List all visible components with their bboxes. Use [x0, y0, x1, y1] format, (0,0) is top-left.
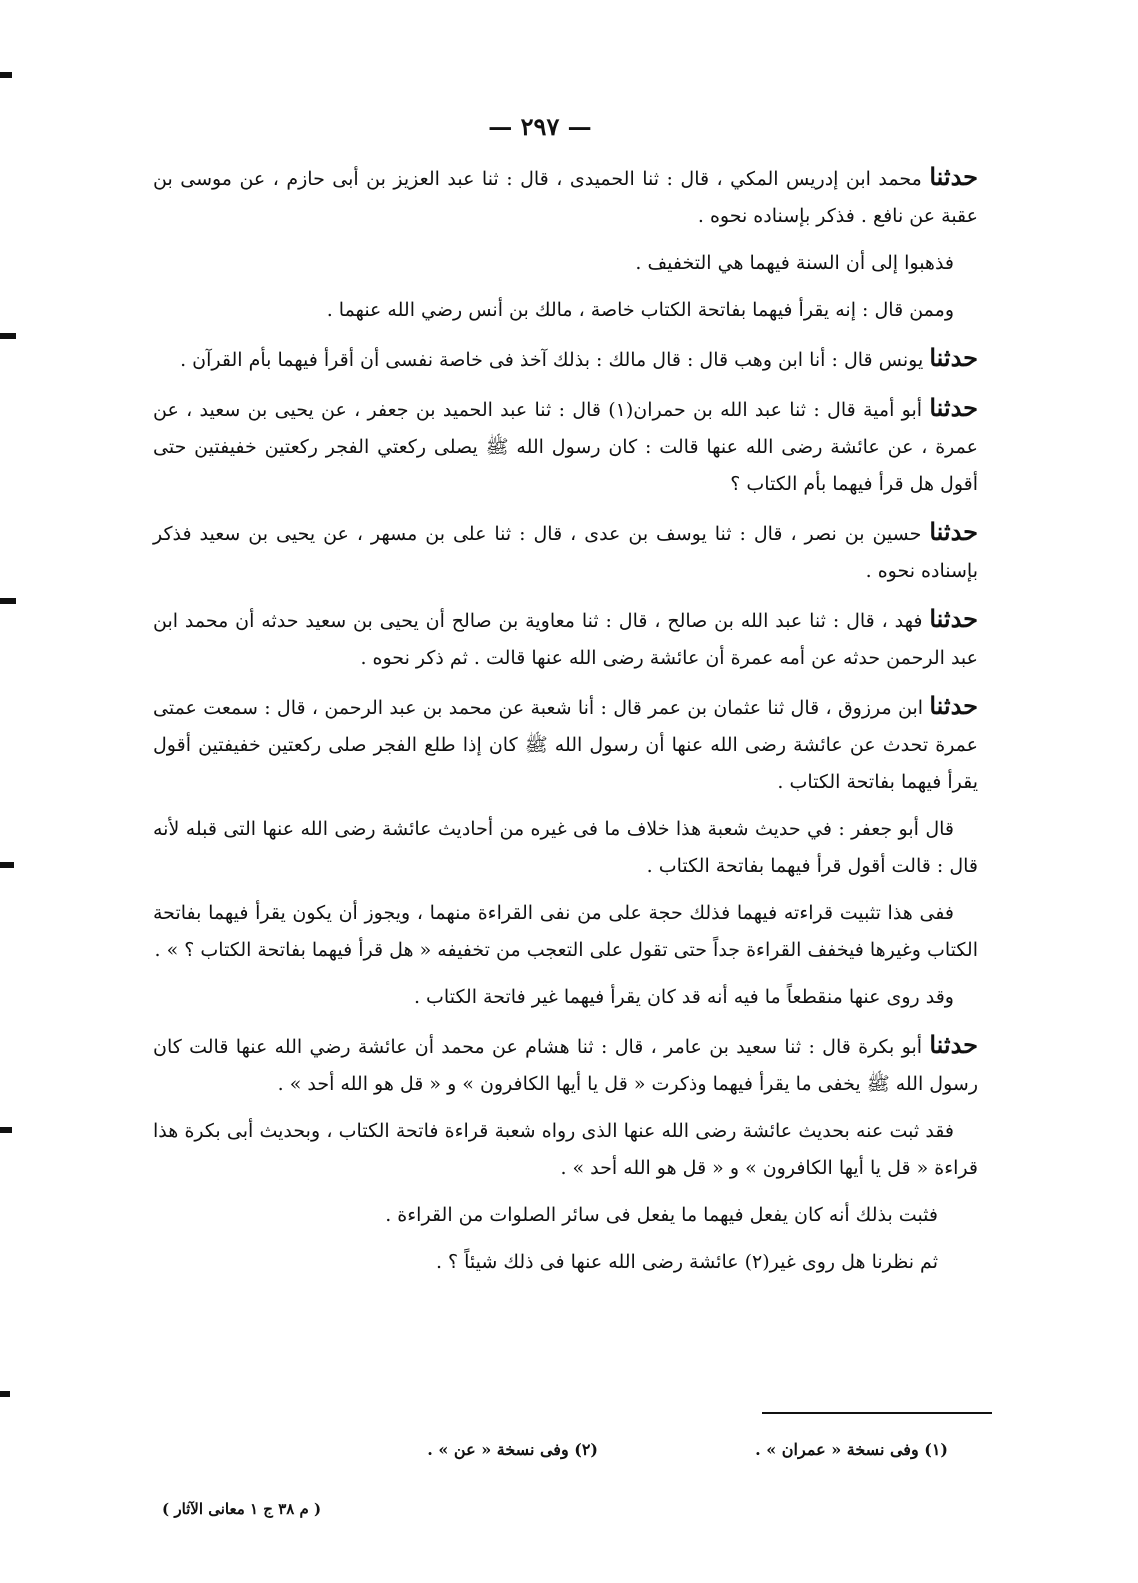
hadith-marker: حدثنا: [929, 691, 979, 720]
paragraph-text: يونس قال : أنا ابن وهب قال : قال مالك : بذلك آخذ فى خاصة نفسى أن أقرأ فيهما بأم القرآن .: [180, 349, 924, 371]
paragraph: [153, 895, 978, 969]
scan-edge-mark: [0, 862, 14, 868]
paragraph-text: وممن قال : إنه يقرأ فيهما بفاتحة الكتاب خاصة ، مالك بن أنس رضي الله عنهما .: [326, 299, 954, 321]
paragraph-text: أبو بكرة قال : ثنا سعيد بن عامر ، قال : ثنا هشام عن محمد أن عائشة رضي الله عنها قالت كان رسول الله ﷺ يخفى ما يقرأ فيهما وذكرت « قل يا أيها الكافرون » و « قل هو الله أحد » .: [153, 1036, 978, 1095]
scan-edge-mark: [0, 598, 16, 604]
hadith-marker: حدثنا: [929, 1030, 978, 1059]
main-text: [153, 158, 978, 1291]
hadith-marker: حدثنا: [929, 517, 978, 546]
scan-edge-mark: [0, 1127, 12, 1133]
hadith-marker: حدثنا: [929, 162, 978, 191]
paragraph-text: أبو أمية قال : ثنا عبد الله بن حمران(١) قال : ثنا عبد الحميد بن جعفر ، عن يحيى بن سعيد ، عن عمرة ، عن عائشة رضى الله عنها قالت : كان رسول الله ﷺ يصلى ركعتي الفجر ركعتين خفيفتين حتى أقول هل قرأ فيهما بأم الكتاب ؟: [153, 399, 978, 495]
paragraph-text: فهد ، قال : ثنا عبد الله بن صالح ، قال : ثنا معاوية بن صالح أن يحيى بن سعيد حدثه أن محمد ابن عبد الرحمن حدثه عن أمه عمرة أن عائشة رضى الله عنها قالت . ثم ذكر نحوه .: [153, 610, 978, 669]
paragraph: [153, 513, 978, 590]
paragraph-text: ابن مرزوق ، قال ثنا عثمان بن عمر قال : أنا شعبة عن محمد بن عبد الرحمن ، قال : سمعت عمتى عمرة تحدث عن عائشة رضى الله عنها أن رسول الله ﷺ كان إذا طلع الفجر صلى ركعتين خفيفتين أقول يقرأ فيهما بفاتحة الكتاب .: [153, 697, 978, 793]
paragraph: [153, 687, 978, 801]
paragraph-text: فقد ثبت عنه بحديث عائشة رضى الله عنها الذى رواه شعبة قراءة فاتحة الكتاب ، وبحديث أبى بكرة هذا قراءة « قل يا أيها الكافرون » و « قل هو الله أحد » .: [153, 1120, 978, 1179]
paragraph-text: وقد روى عنها منقطعاً ما فيه أنه قد كان يقرأ فيهما غير فاتحة الكتاب .: [413, 986, 954, 1008]
footnote: (١) وفى نسخة « عمران » .: [755, 1440, 948, 1459]
paragraph: [153, 158, 978, 235]
hadith-marker: حدثنا: [929, 393, 978, 422]
footnote: (٢) وفى نسخة « عن » .: [427, 1440, 598, 1459]
scan-edge-mark: [0, 1391, 10, 1397]
page-number: — ٢٩٧ —: [488, 112, 592, 141]
footnote-separator: [762, 1412, 992, 1414]
hadith-marker: حدثنا: [929, 604, 978, 633]
scan-edge-mark: [0, 72, 12, 78]
paragraph: [153, 292, 978, 329]
paragraph: [153, 979, 978, 1016]
printer-signature: ( م ٣٨ ج ١ معانى الآثار ): [162, 1500, 322, 1518]
paragraph-text: فذهبوا إلى أن السنة فيهما هي التخفيف .: [635, 252, 954, 274]
paragraph: [153, 1026, 978, 1103]
paragraph-text: حسين بن نصر ، قال : ثنا يوسف بن عدى ، قال : ثنا على بن مسهر ، عن يحيى بن سعيد فذكر بإسناده نحوه .: [153, 523, 978, 582]
paragraph: [153, 811, 978, 885]
paragraph: [153, 1244, 978, 1281]
paragraph: [153, 389, 978, 503]
paragraph-text: محمد ابن إدريس المكي ، قال : ثنا الحميدى ، قال : ثنا عبد العزيز بن أبى حازم ، عن موسى بن عقبة عن نافع . فذكر بإسناده نحوه .: [153, 168, 978, 227]
paragraph-text: قال أبو جعفر : في حديث شعبة هذا خلاف ما فى غيره من أحاديث عائشة رضى الله عنها التى قبله لأنه قال : قالت أقول قرأ فيهما بفاتحة الكتاب .: [153, 818, 978, 877]
paragraph-text: ثم نظرنا هل روى غير(٢) عائشة رضى الله عنها فى ذلك شيئاً ؟ .: [435, 1251, 938, 1273]
paragraph: [153, 339, 978, 379]
paragraph-text: فثبت بذلك أنه كان يفعل فيهما ما يفعل فى سائر الصلوات من القراءة .: [385, 1204, 938, 1226]
hadith-marker: حدثنا: [929, 343, 978, 372]
paragraph: [153, 1113, 978, 1187]
paragraph-text: ففى هذا تثبيت قراءته فيهما فذلك حجة على من نفى القراءة منهما ، ويجوز أن يكون يقرأ فيهما بفاتحة الكتاب وغيرها فيخفف القراءة جداً حتى تقول على التعجب من تخفيفه « هل قرأ فيهما بفاتحة الكتاب ؟ » .: [153, 902, 978, 961]
scan-edge-mark: [0, 333, 16, 339]
paragraph: [153, 1197, 978, 1234]
paragraph: [153, 600, 978, 677]
paragraph: [153, 245, 978, 282]
